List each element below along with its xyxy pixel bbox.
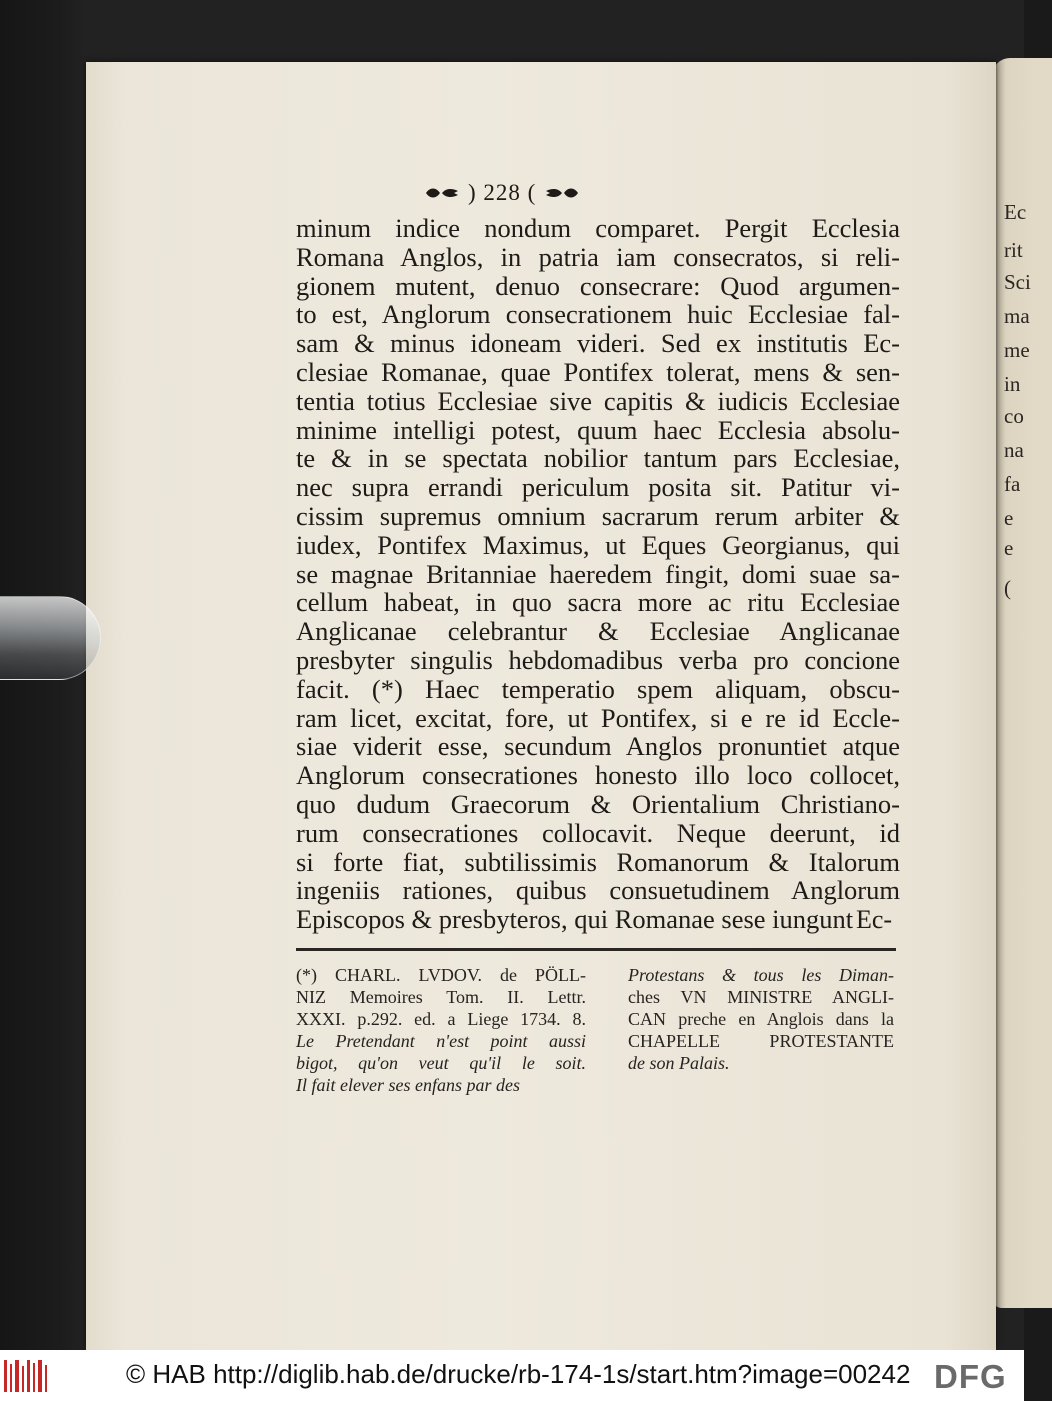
footnote-left-column	[296, 964, 586, 1096]
next-page-fragment: Sci	[1004, 270, 1031, 294]
text-line: tentia totius Ecclesiae sive capitis & iudicis Ecclesiae	[296, 385, 900, 416]
text-line: clesiae Romanae, quae Pontifex tolerat, mens & sen-	[296, 356, 900, 387]
next-page-fragment: e	[1004, 536, 1014, 560]
text-line: Le Pretendant n'est point aussi	[296, 1031, 586, 1051]
next-page-fragment: fa	[1004, 472, 1021, 496]
text-line: rum consecrationes collocavit. Neque deerunt, id	[296, 817, 900, 848]
text-line: si forte fiat, subtilissimis Romanorum & Italorum	[296, 846, 900, 877]
glass-clip	[0, 596, 101, 680]
text-line: cellum habeat, in quo sacra more ac ritu Ecclesiae	[296, 587, 900, 618]
text-line: ram licet, excitat, fore, ut Pontifex, si e re id Eccle-	[296, 702, 900, 733]
text-line: siae viderit esse, secundum Anglos pronuntiet atque	[296, 731, 900, 762]
next-page-fragment: na	[1004, 438, 1024, 462]
text-line: se magnae Britanniae haeredem fingit, domi suae sa-	[296, 558, 900, 589]
text-line: Il fait elever ses enfans par des	[296, 1075, 520, 1095]
text-line: minime intelligi potest, quum haec Ecclesia absolu-	[296, 414, 900, 445]
text-line: to est, Anglorum consecrationem huic Ecclesiae fal-	[296, 299, 900, 330]
footer-url-text[interactable]: © HAB http://diglib.hab.de/drucke/rb-174-1s/start.htm?image=00242	[126, 1359, 911, 1389]
next-page-fragment: e	[1004, 506, 1014, 530]
text-line: XXXI. p.292. ed. a Liege 1734. 8.	[296, 1009, 586, 1029]
footer-bar	[0, 1350, 1024, 1401]
text-line: te & in se spectata nobilior tantum pars Ecclesiae,	[296, 443, 900, 474]
text-line: de son Palais.	[628, 1053, 730, 1073]
right-ornament-icon	[544, 186, 580, 200]
next-page-fragment: co	[1004, 404, 1024, 428]
footnote-right-column	[628, 964, 894, 1074]
text-line: Anglicanae celebrantur & Ecclesiae Anglicanae	[296, 616, 900, 647]
text-line: CHAPELLE PROTESTANTE	[628, 1031, 894, 1051]
page-header	[424, 178, 724, 208]
next-page-fragment: me	[1004, 338, 1030, 362]
next-page-fragment: rit	[1004, 238, 1023, 262]
text-line: iudex, Pontifex Maximus, ut Eques Georgianus, qui	[296, 529, 900, 560]
next-page-fragment: in	[1004, 372, 1021, 396]
text-line: sam & minus idoneam videri. Sed ex institutis Ec-	[296, 328, 900, 359]
text-line: bigot, qu'on veut qu'il le soit.	[296, 1053, 586, 1073]
text-line: facit. (*) Haec temperatio spem aliquam, obscu-	[296, 673, 900, 704]
text-line: CAN preche en Anglois dans la	[628, 1009, 894, 1029]
text-line: presbyter singulis hebdomadibus verba pro concione	[296, 644, 900, 675]
text-line: ches VN MINISTRE ANGLI-	[628, 987, 894, 1007]
text-line: Anglorum consecrationes honesto illo loco collocet,	[296, 760, 900, 791]
text-line: (*) CHARL. LVDOV. de PÖLL-	[296, 965, 586, 985]
page-number: 228	[483, 180, 521, 205]
catchword: Ec-	[856, 905, 893, 934]
text-line: quo dudum Graecorum & Orientalium Christiano-	[296, 788, 900, 819]
text-line: Protestans & tous les Diman-	[628, 965, 894, 985]
text-line: minum indice nondum comparet. Pergit Ecclesia	[296, 213, 900, 243]
next-page-edge	[992, 58, 1052, 1308]
next-page-fragment: Ec	[1004, 200, 1027, 224]
text-line: cissim supremus omnium sacrarum rerum arbiter &	[296, 500, 900, 531]
barcode-icon	[4, 1360, 48, 1392]
text-line: NIZ Memoires Tom. II. Lettr.	[296, 987, 586, 1007]
text-line: Episcopos & presbyteros, qui Romanae sese iungunt	[296, 904, 854, 935]
text-line: gionem mutent, denuo consecrare: Quod argumen-	[296, 270, 900, 301]
text-line: nec supra errandi periculum posita sit. Patitur vi-	[296, 472, 900, 503]
text-line: ingeniis rationes, quibus consuetudinem Anglorum	[296, 875, 900, 906]
page-number-line: ) 228 (	[468, 180, 537, 205]
text-line: Romana Anglos, in patria iam consecratos, si reli-	[296, 241, 900, 272]
left-ornament-icon	[424, 186, 460, 200]
next-page-fragment: ma	[1004, 304, 1030, 328]
dfg-logo: DFG	[934, 1358, 1007, 1395]
next-page-fragment: (	[1004, 576, 1011, 600]
footnote-rule	[296, 948, 896, 951]
body-text	[296, 214, 900, 934]
